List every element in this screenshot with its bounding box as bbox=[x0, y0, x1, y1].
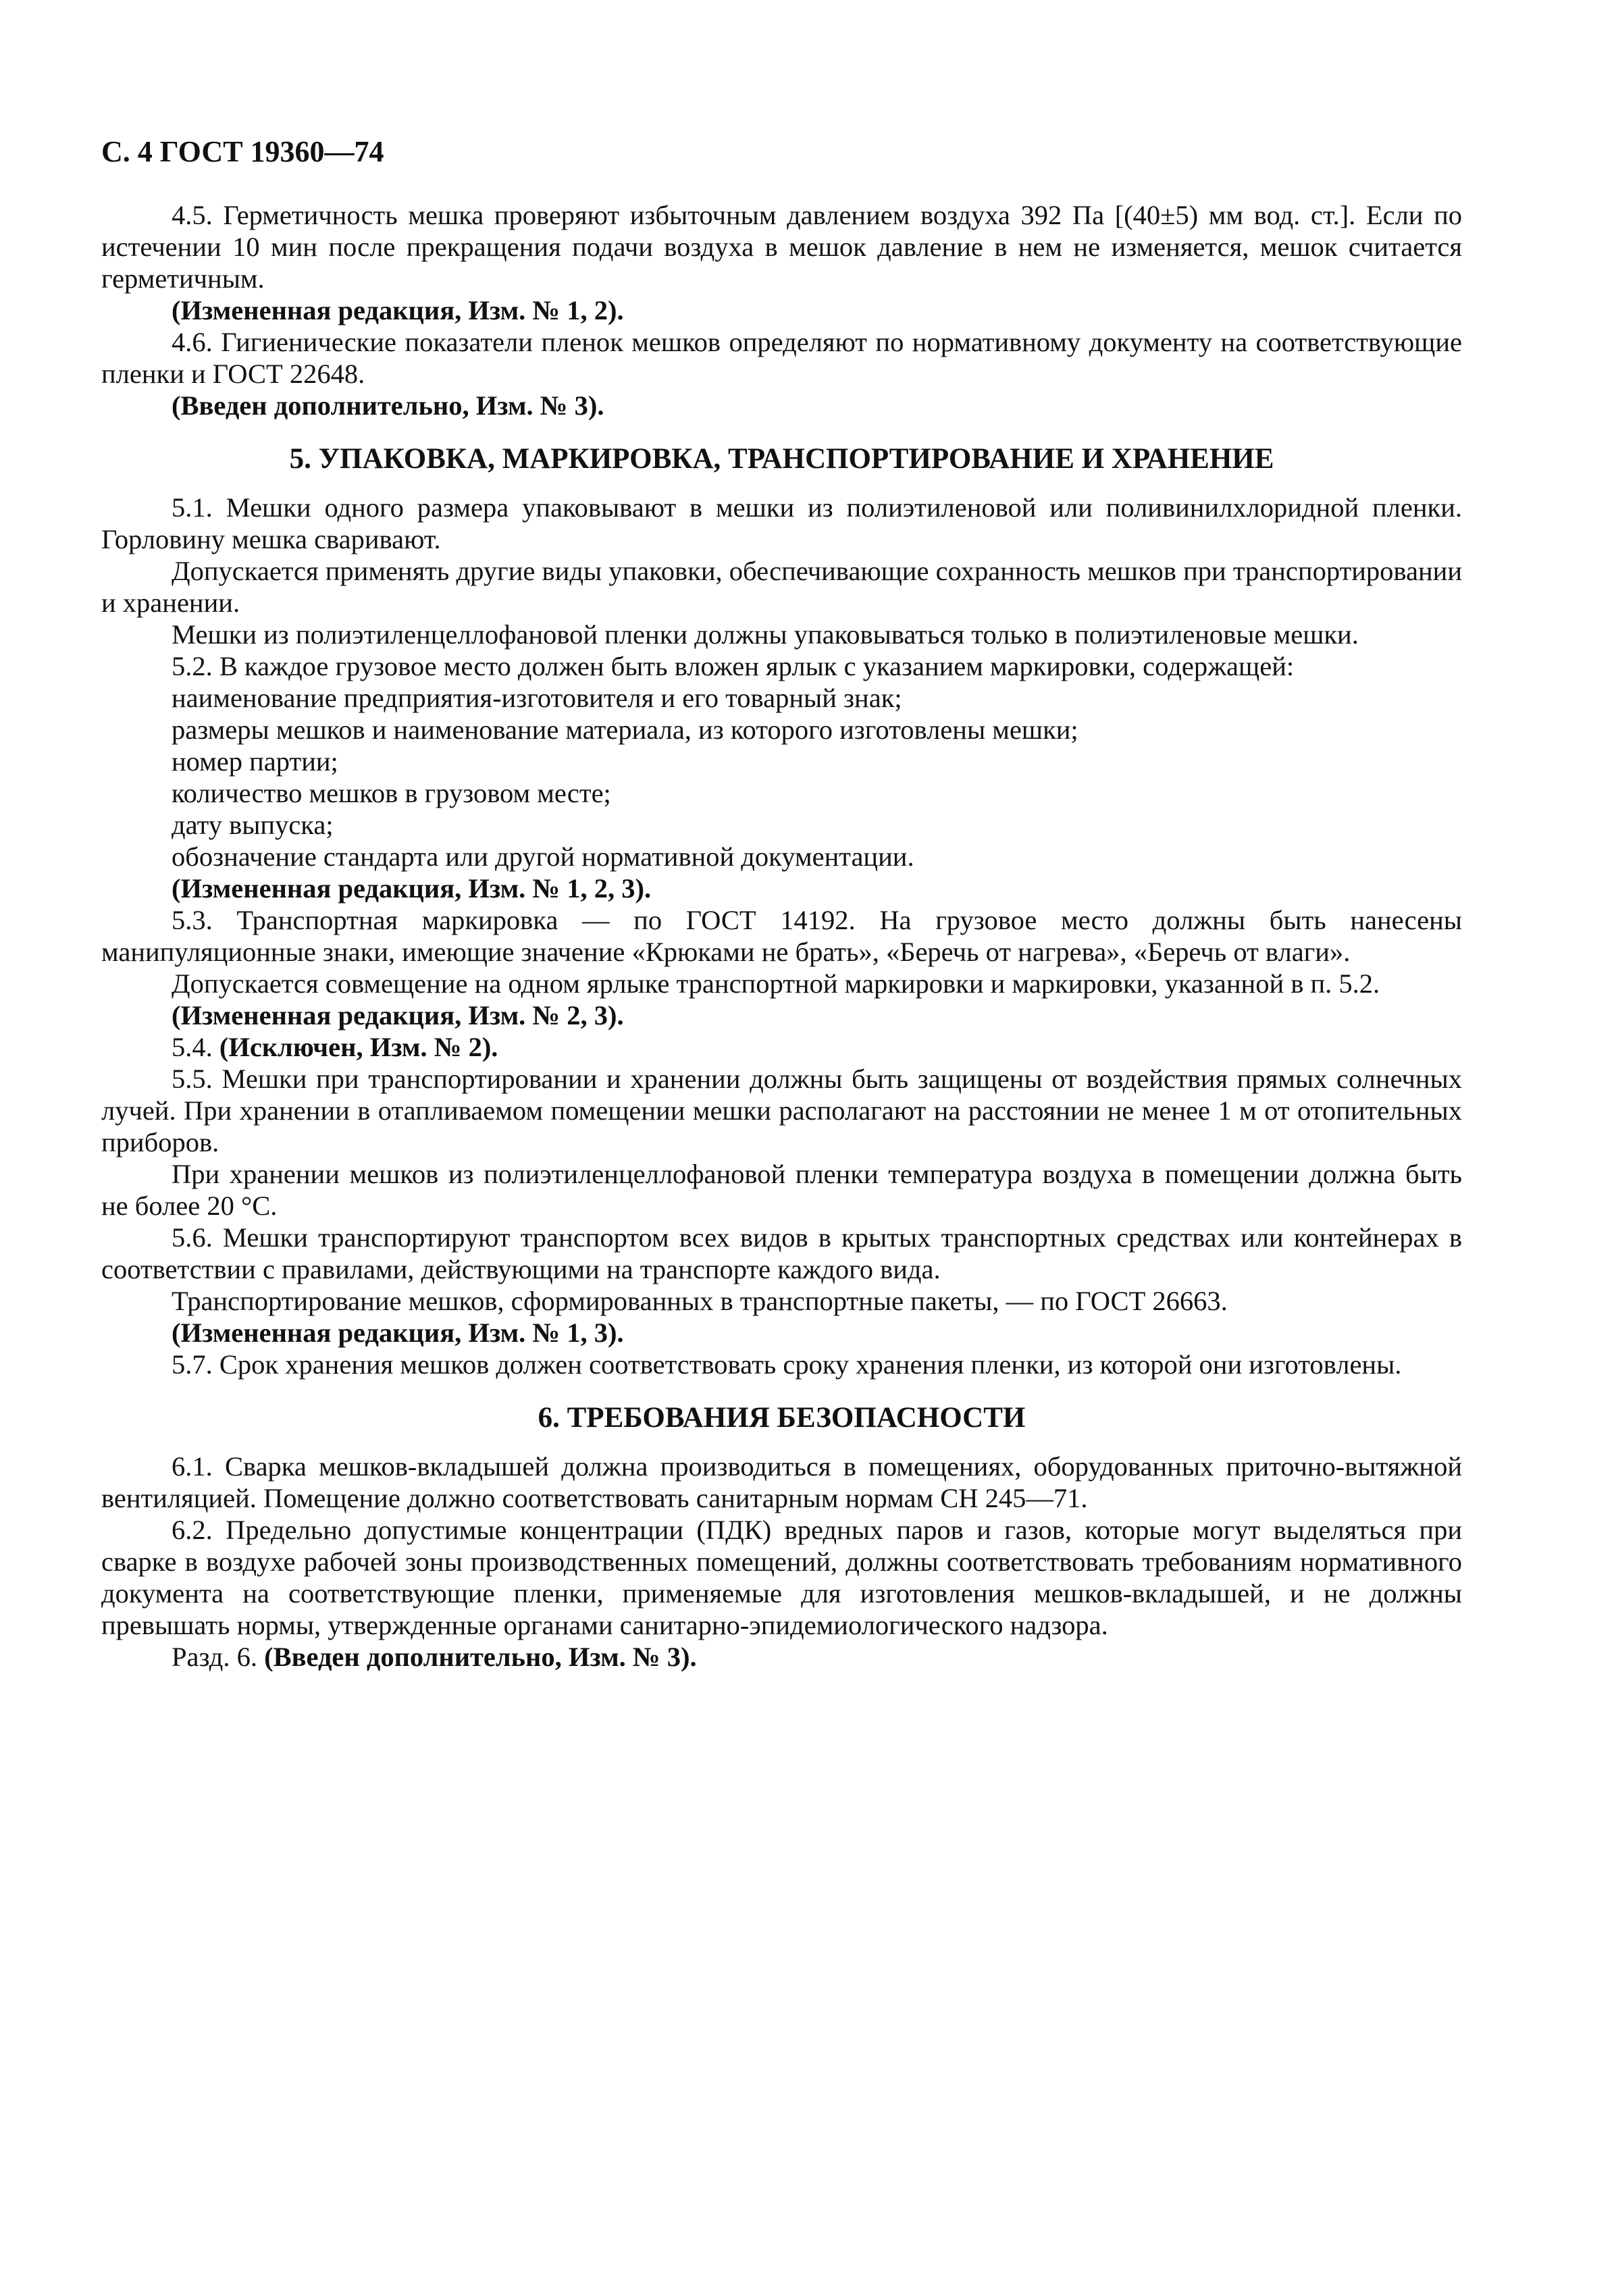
running-head: С. 4 ГОСТ 19360—74 bbox=[101, 135, 384, 168]
section-6-heading: 6. ТРЕБОВАНИЯ БЕЗОПАСНОСТИ bbox=[538, 1402, 1026, 1434]
marking-list-item: наименование предприятия-изготовителя и его товарный знак; bbox=[172, 683, 902, 713]
marking-list-item: размеры мешков и наименование материала, из которого изготовлены мешки; bbox=[172, 714, 1078, 745]
clause-6-2: 6.2. Предельно допустимые концентрации (ПДК) вредных паров и газов, которые могут выделяться при сварке в воздухе рабочей зоны производственных помещений, должны соответствовать требованиям нормативного документа на соответствующие пленки, применяемые для изготовления мешков-вкладышей, и не должны превышать нормы, утвержденные органами санитарно-эпидемиологического надзора. bbox=[101, 1515, 1462, 1640]
marking-list-item: номер партии; bbox=[172, 746, 338, 777]
clause-5-4-number: 5.4. bbox=[172, 1032, 213, 1062]
clause-5-5: 5.5. Мешки при транспортировании и хранении должны быть защищены от воздействия прямых солнечных лучей. При хранении в отапливаемом помещении мешки располагают на расстоянии не менее 1 м от отопительных приборов. bbox=[101, 1064, 1462, 1157]
clause-6-1: 6.1. Сварка мешков-вкладышей должна производиться в помещениях, оборудованных приточно-вытяжной вентиляцией. Помещение должно соответствовать санитарным нормам СН 245—71. bbox=[101, 1451, 1462, 1513]
clause-5-4-excluded: (Исключен, Изм. № 2). bbox=[219, 1032, 498, 1062]
section-6-amendment bbox=[101, 1641, 1462, 1673]
amendment-note-section-6: (Введен дополнительно, Изм. № 3). bbox=[264, 1642, 697, 1672]
amendment-note-4-6: (Введен дополнительно, Изм. № 3). bbox=[172, 390, 604, 421]
amendment-note-5-3: (Измененная редакция, Изм. № 2, 3). bbox=[172, 1000, 624, 1030]
amendment-note-4-5: (Измененная редакция, Изм. № 1, 2). bbox=[172, 295, 624, 325]
marking-list-item: дату выпуска; bbox=[172, 810, 334, 840]
clause-5-5-temperature: При хранении мешков из полиэтиленцеллофановой пленки температура воздуха в помещении должна быть не более 20 °С. bbox=[101, 1159, 1462, 1221]
clause-5-6-packets: Транспортирование мешков, сформированных в транспортные пакеты, — по ГОСТ 26663. bbox=[172, 1286, 1228, 1316]
clause-4-6: 4.6. Гигиенические показатели пленок мешков определяют по нормативному документу на соответствующие пленки и ГОСТ 22648. bbox=[101, 327, 1462, 389]
clause-5-2: 5.2. В каждое грузовое место должен быть вложен ярлык с указанием маркировки, содержащей: bbox=[172, 651, 1295, 681]
marking-list-item: количество мешков в грузовом месте; bbox=[172, 778, 611, 808]
clause-5-1-cellophane: Мешки из полиэтиленцеллофановой пленки должны упаковываться только в полиэтиленовые мешки. bbox=[172, 619, 1359, 650]
marking-list-item: обозначение стандарта или другой нормативной документации. bbox=[172, 841, 914, 872]
clause-5-3: 5.3. Транспортная маркировка — по ГОСТ 14192. На грузовое место должны быть нанесены манипуляционные знаки, имеющие значение «Крюками не брать», «Беречь от нагрева», «Беречь от влаги». bbox=[101, 905, 1462, 967]
clause-5-4 bbox=[101, 1031, 1462, 1063]
clause-5-1: 5.1. Мешки одного размера упаковывают в мешки из полиэтиленовой или поливинилхлоридной пленки. Горловину мешка сваривают. bbox=[101, 492, 1462, 554]
amendment-note-5-2: (Измененная редакция, Изм. № 1, 2, 3). bbox=[172, 873, 652, 904]
clause-4-5: 4.5. Герметичность мешка проверяют избыточным давлением воздуха 392 Па [(40±5) мм вод. ст.]. Если по истечении 10 мин после прекращения подачи воздуха в мешок давление в нем не изменяется, мешок считается герметичным. bbox=[101, 200, 1462, 294]
clause-5-1-packaging-alt: Допускается применять другие виды упаковки, обеспечивающие сохранность мешков при транспортировании и хранении. bbox=[101, 556, 1462, 618]
clause-5-6: 5.6. Мешки транспортируют транспортом всех видов в крытых транспортных средствах или контейнерах в соответствии с правилами, действующими на транспорте каждого вида. bbox=[101, 1222, 1462, 1284]
clause-5-3-combined-label: Допускается совмещение на одном ярлыке транспортной маркировки и маркировки, указанной в п. 5.2. bbox=[172, 968, 1380, 999]
clause-5-7: 5.7. Срок хранения мешков должен соответствовать сроку хранения пленки, из которой они изготовлены. bbox=[172, 1349, 1402, 1380]
amendment-note-5-6: (Измененная редакция, Изм. № 1, 3). bbox=[172, 1317, 624, 1348]
section-6-prefix: Разд. 6. bbox=[172, 1642, 257, 1672]
section-5-heading: 5. УПАКОВКА, МАРКИРОВКА, ТРАНСПОРТИРОВАНИЕ И ХРАНЕНИЕ bbox=[289, 443, 1274, 475]
document-page bbox=[101, 132, 1462, 1673]
